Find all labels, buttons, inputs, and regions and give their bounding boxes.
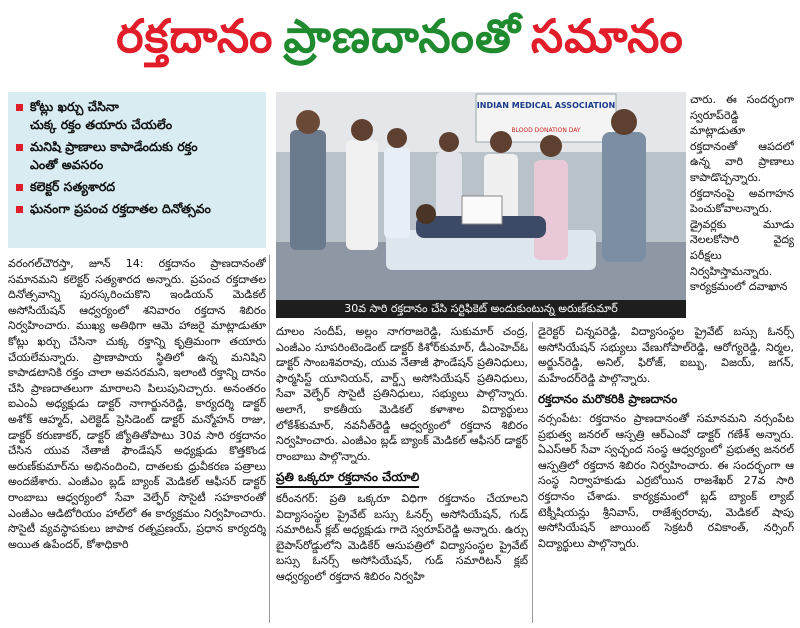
headline-part2: ప్రాణదానంతో (283, 9, 521, 63)
right-top-column (690, 92, 794, 320)
bullet-icon (16, 104, 23, 111)
highlight-item (16, 98, 260, 134)
highlight-item (16, 138, 260, 174)
photo-caption: 30వ సారి రక్తదానం చేసి సర్టిఫికెట్ అందుకుంటున్న అరుణ్‌కుమార్ (276, 300, 686, 318)
highlight-item (16, 200, 260, 218)
karimnagar-text: కరీంనగర్: ప్రతి ఒక్కరూ విధిగా రక్తదానం చేయాలని విద్యాసంస్థల ప్రైవేట్ బస్సు ఓనర్స్ అసోసియేషన్, గుడ్ సమారిటన్ క్లబ్ అధ్యక్షుడు గాదె స్వరూప్‌రెడ్డి అన్నారు. ఉర్సు బైపాస్‌రోడ్డులోని మెడికేర్ ఆసుపత్రిలో విద్యాసంస్థల ప్రైవేట్ బస్సు ఓనర్స్ అసోసియేషన్, గుడ్ సమారిటన్ క్లబ్ ఆధ్వర్యంలో రక్తదాన శిబిరం నిర్వహి (276, 491, 528, 583)
headline (0, 0, 800, 84)
karimnagar-heading: ప్రతి ఒక్కరూ రక్తదానం చేయాలి (276, 470, 419, 488)
left-column (8, 256, 266, 624)
left-column-text: వరంగల్‌చౌరస్తా, జూన్ 14: రక్తదానం ప్రాణదానంతో సమానమని కలెక్టర్ సత్యశారద అన్నారు. ప్రపంచ రక్తదాతల దినోత్సవాన్ని పురస్కరించుకొని ఇండియన్ మెడికల్ అసోసియేషన్ ఆధ్వర్యంలో శనివారం రక్తదాన శిబిరం నిర్వహించారు. ముఖ్య అతిథిగా ఆమె హాజరై మాట్లాడుతూ కోట్లు ఖర్చు చేసినా చుక్క రక్తాన్ని కృత్రిమంగా తయారు చేయలేమన్నారు. ప్రాణాపాయ స్థితిలో ఉన్న మనిషిని కాపాడటానికి రక్తం చాలా అవసరమని, ఇలాంటి రక్తాన్ని దానం చేసి ప్రాణదాతలుగా మారాలని పిలుపునిచ్చారు. అనంతరం ఐఎంఏ అధ్యక్షుడు డాక్టర్ నాగార్జునరెడ్డి, కార్యదర్శి డాక్టర్ అశోక్ ఆహ్మద్, ఎలెక్టెడ్ ప్రెసిడెంట్ డాక్టర్ మన్మోహన్ రాజు, డాక్టర్ కరుణాకర్, డాక్టర్ జ్యోతితోపాటు 30వ సారి రక్తదానం చేసిన యువ నేతాజీ ఫౌండేషన్ అధ్యక్షుడు కొత్తకొండ అరుణ్‌కుమార్‌ను అభినందించి, దాతలకు ధ్రువీకరణ పత్రాలు అందజేశారు. ఎంజీఎం బ్లడ్ బ్యాంక్ మెడికల్ ఆఫీసర్ డాక్టర్ రాంబాబు ఆధ్వర్యంలో సేవా వెల్ఫేర్ సొసైటీ సహకారంతో ఎంజీఎం ఆడిటోరియం హాల్‌లో ఈ కార్యక్రమం నిర్వహించారు. సొసైటీ వ్యవస్థాపకులు జాపాక రత్నప్రణయ్, ప్రధాన కార్యదర్శి అయిత ఉపేందర్, కోశాధికారి (8, 257, 266, 551)
column-divider (269, 255, 270, 623)
right-lower-text: డైరెక్టర్ చిన్నపరెడ్డి, విద్యాసంస్థల ప్రైవేట్ బస్సు ఓనర్స్ అసోసియేషన్ సభ్యులు వేణుగోపాల్‌రెడ్డి, ఆరోగ్యరెడ్డి, నిర్మల, అర్జున్‌రెడ్డి, అనిల్, ఫిరోజ్, ఐబ్బు, విజయ్, జగన్, మహేందర్‌రెడ్డి పాల్గొన్నారు. (538, 325, 794, 385)
banner-sub: BLOOD DONATION DAY (511, 127, 581, 134)
right-column (538, 324, 794, 624)
bullet-icon (16, 184, 23, 191)
narsampet-heading: రక్తదానం మరొకరికి ప్రాణదానం (538, 392, 678, 407)
highlight-text: మనిషి ప్రాణాలు కాపాడేందుకు రక్తం (30, 139, 198, 154)
highlight-text: కలెక్టర్ సత్యశారద (30, 179, 116, 194)
banner-title: INDIAN MEDICAL ASSOCIATION (476, 101, 616, 110)
highlight-text-cont: ఎంతో అవసరం (30, 157, 104, 172)
column-divider (532, 322, 533, 623)
photo-illustration (276, 92, 686, 300)
highlight-text: ఘనంగా ప్రపంచ రక్తదాతల దినోత్సవం (30, 201, 211, 216)
news-photo (276, 92, 686, 300)
highlight-text: కోట్లు ఖర్చు చేసినా (30, 99, 119, 114)
middle-column-text: దూలం సందీప్, అల్లం నాగరాజరెడ్డి, సుకుమార్ చంద్ర, ఎంజీఎం సూపరింటెండెంట్ డాక్టర్ కిశోర్‌కుమార్, డీఎంహెచ్ఓ డాక్టర్ సాంబశివరావు, యువ నేతాజీ ఫౌండేషన్ ప్రతినిధులు, ఫార్మసిస్ట్ యూనియన్, వార్డ్స్ అసోసియేషన్ ప్రతినిధులు, సేవా వెల్ఫేర్ సొసైటీ ప్రతినిధులు, సభ్యులు పాల్గొన్నారు. అలాగే, కాకతీయ మెడికల్ కళాశాల విద్యార్థులు లోకేశ్‌కుమార్, నవనీత్‌రెడ్డి ఆధ్వర్యంలో రక్తదాన శిబిరం నిర్వహించారు. ఎంజీఎం బ్లడ్ బ్యాంక్ మెడికల్ ఆఫీసర్ డాక్టర్ రాంబాబు పాల్గొన్నారు. (276, 325, 528, 463)
bullet-icon (16, 206, 23, 213)
highlight-text-cont: చుక్క రక్తం తయారు చేయలేం (30, 117, 173, 132)
headline-part3: సమానం (530, 9, 684, 63)
highlight-item (16, 178, 260, 196)
middle-column (276, 324, 528, 624)
highlights-box (8, 92, 266, 248)
right-top-text: చారు. ఈ సందర్భంగా స్వరూప్‌రెడ్డి మాట్లాడుతూ రక్తదానంతో ఆపదలో ఉన్న వారి ప్రాణాలు కాపాడొచ్చన్నారు. రక్తదానంపై అవగాహన పెంచుకోవాలన్నారు. డ్రైవర్లకు మూడు నెలలకోసారి వైద్య పరీక్షలు నిర్వహిస్తామన్నారు. కార్యక్రమంలో దవాఖాన (690, 93, 794, 294)
headline-part1: రక్తదానం (116, 9, 274, 63)
narsampet-text: నర్సంపేట: రక్తదానం ప్రాణదానంతో సమానమని నర్సంపేట ప్రభుత్వ జనరల్ ఆస్పత్రి ఆర్ఎంవో డాక్టర్ గణేశ్ అన్నారు. ఏఎస్ఆర్ సేవా స్వచ్ఛంద సంస్థ ఆధ్వర్యంలో ప్రభుత్వ జనరల్ ఆస్పత్రిలో రక్తదాన శిబిరం నిర్వహించారు. ఈ సందర్భంగా ఆ సంస్థ నిర్వాహకుడు ఎర్రబోయిన రాజశేఖర్ 27వ సారి రక్తదానం చేశాడు. కార్యక్రమంలో బ్లడ్ బ్యాంక్ ల్యాబ్ టెక్నీషియన్లు శ్రీనివాస్, రాజేశ్వరరావు, మెడికల్ షాపు అసోసియేషన్ జాయింట్ సెక్రటరీ రవికాంత్, నర్సింగ్ విద్యార్థులు పాల్గొన్నారు. (538, 411, 794, 550)
bullet-icon (16, 144, 23, 151)
